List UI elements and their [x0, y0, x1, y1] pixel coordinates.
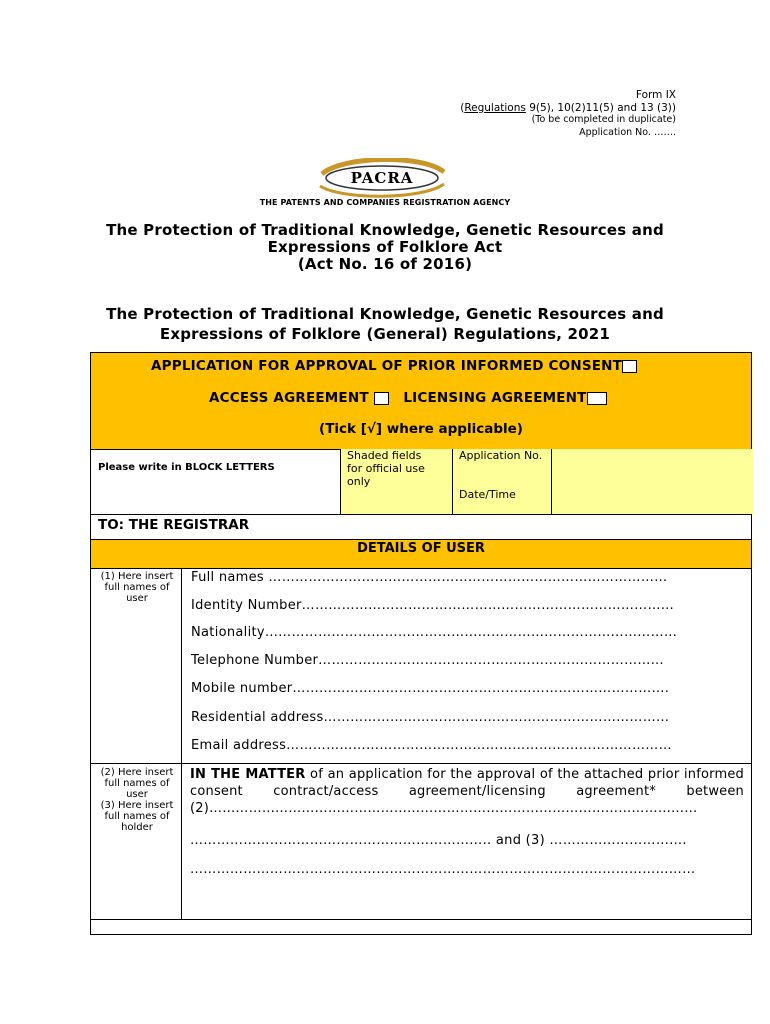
header-info — [460, 89, 676, 139]
logo-text: PACRA — [350, 169, 414, 187]
form-number: Form IX — [635, 89, 676, 101]
details-heading: DETAILS OF USER — [357, 541, 485, 556]
email-field[interactable]: Email address…………………………………………………………………………… — [191, 738, 672, 753]
user-note: (1) Here insert full names of user — [100, 571, 174, 604]
pic-option: APPLICATION FOR APPROVAL OF PRIOR INFORMED CONSENT — [151, 358, 637, 374]
matter-line-2[interactable]: ………………………………………………………….. and (3) …………………………. — [190, 833, 687, 848]
residential-address-field[interactable]: Residential address…………………………………………………………………… — [191, 710, 670, 725]
full-names-field[interactable]: Full names ……………………………………………………………………………… — [191, 570, 668, 585]
telephone-field[interactable]: Telephone Number…………………………………………………………………… — [191, 653, 664, 668]
tick-instruction: (Tick [√] where applicable) — [319, 421, 523, 437]
application-number: Application No. ……. — [579, 126, 676, 138]
note-3: (3) Here insert full names of holder — [100, 800, 174, 833]
application-no-label: Application No. — [452, 449, 552, 489]
licensing-agreement-checkbox[interactable] — [587, 392, 607, 405]
mobile-field[interactable]: Mobile number…………………………………………………………………………. — [191, 681, 670, 696]
user-details-section — [90, 568, 752, 764]
nationality-field[interactable]: Nationality………………………………………………………………………………… — [191, 625, 678, 640]
shaded-note-cell: Shaded fields for official use only — [340, 449, 453, 515]
agreement-options: ACCESS AGREEMENT LICENSING AGREEMENT — [209, 390, 607, 406]
note-2: (2) Here insert full names of user — [100, 767, 174, 800]
matter-section — [90, 763, 752, 935]
act-title: The Protection of Traditional Knowledge, Genetic Resources and Expressions of Folklore Act (Act No. 16 of 2016) — [106, 221, 664, 273]
addressee: TO: THE REGISTRAR — [98, 517, 250, 533]
datetime-field[interactable] — [551, 488, 753, 515]
addressee-row — [90, 514, 752, 540]
holder-notes — [95, 767, 179, 833]
pacra-logo — [312, 158, 452, 198]
pic-checkbox[interactable] — [622, 360, 637, 373]
access-agreement-checkbox[interactable] — [374, 392, 389, 405]
application-type-box — [90, 352, 752, 450]
agency-name: THE PATENTS AND COMPANIES REGISTRATION AGENCY — [259, 198, 511, 207]
matter-text: IN THE MATTER of an application for the approval of the attached prior informed consent contract/access agreement/licensing agreement* between (2)………………………………………………………………………………………………… — [190, 767, 744, 816]
regulations-ref: (Regulations 9(5), 10(2)11(5) and 13 (3)) — [460, 101, 676, 114]
details-heading-row — [90, 539, 752, 569]
matter-line-3[interactable]: …………………………………………………………………………………………………… — [190, 862, 696, 877]
office-use-row — [90, 449, 752, 515]
identity-number-field[interactable]: Identity Number………………………………………………………………………… — [191, 598, 675, 613]
duplicate-note: (To be completed in duplicate) — [531, 114, 676, 125]
application-no-field[interactable] — [551, 449, 753, 489]
regulations-title: The Protection of Traditional Knowledge, Genetic Resources and Expressions of Folklore (General) Regulations, 2021 — [106, 305, 664, 343]
datetime-label: Date/Time — [452, 488, 552, 515]
block-letters-note: Please write in BLOCK LETTERS — [98, 462, 275, 473]
